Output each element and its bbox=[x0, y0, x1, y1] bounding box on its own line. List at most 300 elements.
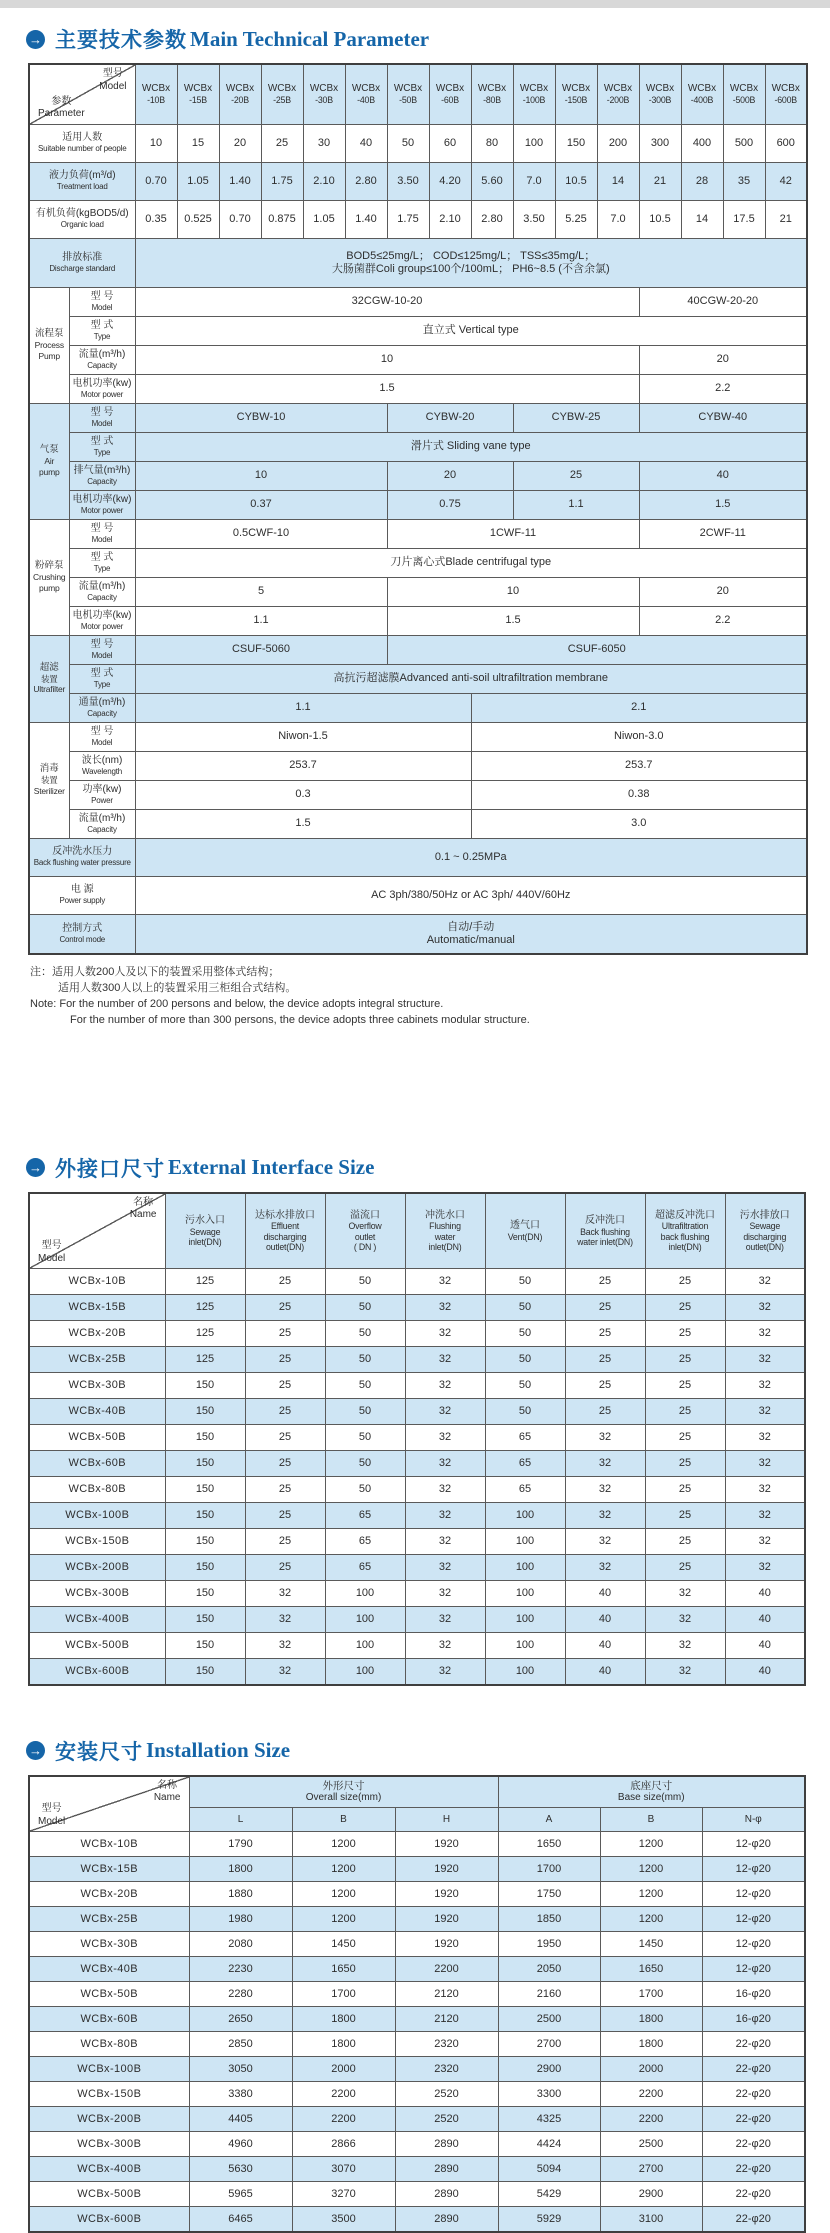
cell-value: 0.3 bbox=[135, 780, 471, 809]
cell-value: 3270 bbox=[292, 2182, 395, 2207]
cell-value: 12-φ20 bbox=[702, 1957, 805, 1982]
row-label: 型 式 Type bbox=[69, 664, 135, 693]
cell-value: 5965 bbox=[189, 2182, 292, 2207]
cell-value: 自动/手动 Automatic/manual bbox=[135, 914, 807, 954]
cell-value: 32 bbox=[405, 1529, 485, 1555]
header-row bbox=[29, 693, 807, 722]
cell-value: 32 bbox=[645, 1633, 725, 1659]
cell-value: 1920 bbox=[395, 1907, 498, 1932]
cell-value: 30 bbox=[303, 124, 345, 162]
cell-value: 32 bbox=[405, 1581, 485, 1607]
table-row bbox=[29, 2082, 805, 2107]
cell-value: 12-φ20 bbox=[702, 1832, 805, 1857]
page-top-edge bbox=[0, 0, 830, 8]
cell-value: CSUF-6050 bbox=[387, 635, 807, 664]
cell-value: 2700 bbox=[498, 2032, 600, 2057]
cell-value: 1.05 bbox=[177, 162, 219, 200]
cell-value: 32 bbox=[725, 1425, 805, 1451]
note-line-zh-1: 注：适用人数200人及以下的装置采用整体式结构； bbox=[30, 966, 280, 978]
cell-value: 25 bbox=[245, 1295, 325, 1321]
cell-value: 100 bbox=[485, 1633, 565, 1659]
header-row bbox=[29, 287, 807, 316]
cell-value: 32 bbox=[245, 1633, 325, 1659]
column-header: 透气口 Vent(DN) bbox=[485, 1193, 565, 1269]
cell-value: 25 bbox=[565, 1373, 645, 1399]
cell-value: 1200 bbox=[292, 1857, 395, 1882]
cell-value: 32 bbox=[405, 1607, 485, 1633]
cell-value: 3380 bbox=[189, 2082, 292, 2107]
cell-value: 5929 bbox=[498, 2207, 600, 2232]
cell-value: 32 bbox=[245, 1659, 325, 1685]
cell-value: 2200 bbox=[395, 1957, 498, 1982]
cell-value: 3.50 bbox=[387, 162, 429, 200]
table-row bbox=[29, 1957, 805, 1982]
row-label: 型 式 Type bbox=[69, 432, 135, 461]
cell-value: 2520 bbox=[395, 2107, 498, 2132]
cell-value: 1700 bbox=[292, 1982, 395, 2007]
cell-value: CYBW-40 bbox=[639, 403, 807, 432]
cell-value: 2CWF-11 bbox=[639, 519, 807, 548]
cell-value: 32 bbox=[405, 1373, 485, 1399]
column-header: WCBx -30B bbox=[303, 64, 345, 124]
cell-value: 1CWF-11 bbox=[387, 519, 639, 548]
section3-title-en: Installation Size bbox=[146, 1738, 291, 1763]
cell-value: 25 bbox=[645, 1347, 725, 1373]
cell-value: 150 bbox=[165, 1373, 245, 1399]
cell-value: 2500 bbox=[498, 2007, 600, 2032]
table-row bbox=[29, 1659, 805, 1685]
cell-value: 32 bbox=[645, 1581, 725, 1607]
row-model: WCBx-400B bbox=[29, 2157, 189, 2182]
cell-value: 25 bbox=[245, 1347, 325, 1373]
table-row bbox=[29, 1477, 805, 1503]
cell-value: 25 bbox=[245, 1451, 325, 1477]
row-label: 型 式 Type bbox=[69, 316, 135, 345]
cell-value: 0.75 bbox=[387, 490, 513, 519]
cell-value: 3050 bbox=[189, 2057, 292, 2082]
cell-value: 10 bbox=[135, 461, 387, 490]
row-model: WCBx-80B bbox=[29, 1477, 165, 1503]
cell-value: 10 bbox=[387, 577, 639, 606]
cell-value: 2200 bbox=[600, 2107, 702, 2132]
spacer bbox=[0, 1029, 830, 1137]
header-row bbox=[29, 403, 807, 432]
cell-value: 1450 bbox=[292, 1932, 395, 1957]
cell-value: 65 bbox=[325, 1503, 405, 1529]
note-line-zh-2: 适用人数300人以上的装置采用三柜组合式结构。 bbox=[58, 981, 297, 994]
cell-value: 20 bbox=[387, 461, 513, 490]
cell-value: 50 bbox=[325, 1295, 405, 1321]
cell-value: 1920 bbox=[395, 1857, 498, 1882]
column-header: 达标水排放口 Effluent discharging outlet(DN) bbox=[245, 1193, 325, 1269]
cell-value: 2890 bbox=[395, 2207, 498, 2232]
cell-value: 1800 bbox=[600, 2007, 702, 2032]
cell-value: 25 bbox=[645, 1555, 725, 1581]
table-row bbox=[29, 1529, 805, 1555]
cell-value: 40 bbox=[725, 1633, 805, 1659]
cell-value: 22-φ20 bbox=[702, 2132, 805, 2157]
column-header: 冲洗水口 Flushing water inlet(DN) bbox=[405, 1193, 485, 1269]
column-header: WCBx -50B bbox=[387, 64, 429, 124]
cell-value: 15 bbox=[177, 124, 219, 162]
cell-value: 150 bbox=[555, 124, 597, 162]
cell-value: 14 bbox=[681, 200, 723, 238]
cell-value: 1980 bbox=[189, 1907, 292, 1932]
table-row bbox=[29, 2157, 805, 2182]
cell-value: 1800 bbox=[292, 2007, 395, 2032]
cell-value: 25 bbox=[645, 1503, 725, 1529]
row-model: WCBx-150B bbox=[29, 1529, 165, 1555]
column-header: WCBx -60B bbox=[429, 64, 471, 124]
row-model: WCBx-60B bbox=[29, 1451, 165, 1477]
table-row bbox=[29, 1503, 805, 1529]
cell-value: 22-φ20 bbox=[702, 2032, 805, 2057]
cell-value: 2120 bbox=[395, 2007, 498, 2032]
cell-value: 1920 bbox=[395, 1932, 498, 1957]
cell-value: 25 bbox=[245, 1503, 325, 1529]
table-row bbox=[29, 2107, 805, 2132]
column-header: WCBx -20B bbox=[219, 64, 261, 124]
cell-value: 100 bbox=[485, 1659, 565, 1685]
cell-value: 5.60 bbox=[471, 162, 513, 200]
cell-value: 50 bbox=[485, 1295, 565, 1321]
cell-value: 32 bbox=[405, 1399, 485, 1425]
cell-value: 80 bbox=[471, 124, 513, 162]
cell-value: 2520 bbox=[395, 2082, 498, 2107]
row-label: 反冲洗水压力 Back flushing water pressure bbox=[29, 838, 135, 876]
cell-value: 10 bbox=[135, 124, 177, 162]
cell-value: 2.10 bbox=[429, 200, 471, 238]
cell-value: 32 bbox=[725, 1295, 805, 1321]
cell-value: 600 bbox=[765, 124, 807, 162]
cell-value: 32 bbox=[645, 1607, 725, 1633]
header-row bbox=[29, 914, 807, 954]
note-line-en-2: For the number of more than 300 persons, the device adopts three cabinets modular structure. bbox=[70, 1013, 530, 1026]
cell-value: 22-φ20 bbox=[702, 2157, 805, 2182]
cell-value: 32 bbox=[405, 1295, 485, 1321]
table-row bbox=[29, 1295, 805, 1321]
cell-value: 1650 bbox=[498, 1832, 600, 1857]
cell-value: 2850 bbox=[189, 2032, 292, 2057]
cell-value: 10.5 bbox=[555, 162, 597, 200]
cell-value: 40CGW-20-20 bbox=[639, 287, 807, 316]
cell-value: 25 bbox=[245, 1477, 325, 1503]
cell-value: 12-φ20 bbox=[702, 1907, 805, 1932]
table-row bbox=[29, 1399, 805, 1425]
header-row bbox=[29, 200, 807, 238]
cell-value: 1.40 bbox=[219, 162, 261, 200]
cell-value: 22-φ20 bbox=[702, 2182, 805, 2207]
cell-value: 150 bbox=[165, 1633, 245, 1659]
header-row bbox=[29, 519, 807, 548]
arrow-right-icon: → bbox=[29, 31, 42, 47]
cell-value: 150 bbox=[165, 1503, 245, 1529]
cell-value: 100 bbox=[325, 1607, 405, 1633]
cell-value: 20 bbox=[219, 124, 261, 162]
cell-value: 1.5 bbox=[135, 809, 471, 838]
cell-value: 2200 bbox=[292, 2082, 395, 2107]
column-header: 反冲洗口 Back flushing water inlet(DN) bbox=[565, 1193, 645, 1269]
column-header: 污水排放口 Sewage discharging outlet(DN) bbox=[725, 1193, 805, 1269]
diagonal-header: 名称 Name 型号 Model bbox=[29, 1193, 165, 1269]
cell-value: 高抗污超滤膜Advanced anti-soil ultrafiltration membrane bbox=[135, 664, 807, 693]
row-model: WCBx-200B bbox=[29, 1555, 165, 1581]
header-row bbox=[29, 722, 807, 751]
row-label: 电 源 Power supply bbox=[29, 876, 135, 914]
cell-value: 1920 bbox=[395, 1882, 498, 1907]
cell-value: 200 bbox=[597, 124, 639, 162]
cell-value: 32 bbox=[245, 1581, 325, 1607]
cell-value: 32 bbox=[565, 1555, 645, 1581]
row-label: 流量(m³/h) Capacity bbox=[69, 577, 135, 606]
cell-value: 65 bbox=[325, 1529, 405, 1555]
row-label: 波长(nm) Wavelength bbox=[69, 751, 135, 780]
row-model: WCBx-300B bbox=[29, 1581, 165, 1607]
header-row bbox=[29, 124, 807, 162]
cell-value: 12-φ20 bbox=[702, 1857, 805, 1882]
cell-value: 17.5 bbox=[723, 200, 765, 238]
cell-value: 25 bbox=[645, 1269, 725, 1295]
cell-value: 2120 bbox=[395, 1982, 498, 2007]
cell-value: 32 bbox=[405, 1347, 485, 1373]
cell-value: 32 bbox=[405, 1503, 485, 1529]
cell-value: 25 bbox=[645, 1399, 725, 1425]
cell-value: 5094 bbox=[498, 2157, 600, 2182]
cell-value: 150 bbox=[165, 1451, 245, 1477]
cell-value: 65 bbox=[485, 1425, 565, 1451]
row-label: 适用人数 Suitable number of people bbox=[29, 124, 135, 162]
column-header: H bbox=[395, 1808, 498, 1832]
cell-value: 25 bbox=[565, 1399, 645, 1425]
row-label: 电机功率(kw) Motor power bbox=[69, 606, 135, 635]
diagonal-header: 名称 Name 型号 Model bbox=[29, 1776, 189, 1832]
column-header: 溢流口 Overflow outlet ( DN ) bbox=[325, 1193, 405, 1269]
cell-value: 22-φ20 bbox=[702, 2082, 805, 2107]
cell-value: 2.10 bbox=[303, 162, 345, 200]
cell-value: 25 bbox=[565, 1295, 645, 1321]
table-row bbox=[29, 1607, 805, 1633]
cell-value: 50 bbox=[485, 1399, 565, 1425]
table-row bbox=[29, 1832, 805, 1857]
cell-value: 12-φ20 bbox=[702, 1882, 805, 1907]
section2-title-en: External Interface Size bbox=[168, 1155, 375, 1180]
row-label: 排放标准 Discharge standard bbox=[29, 238, 135, 287]
cell-value: 1.05 bbox=[303, 200, 345, 238]
row-model: WCBx-500B bbox=[29, 2182, 189, 2207]
row-model: WCBx-500B bbox=[29, 1633, 165, 1659]
cell-value: 3100 bbox=[600, 2207, 702, 2232]
row-label: 流量(m³/h) Capacity bbox=[69, 809, 135, 838]
cell-value: 50 bbox=[325, 1451, 405, 1477]
notes-block bbox=[30, 965, 830, 1029]
row-model: WCBx-40B bbox=[29, 1399, 165, 1425]
cell-value: 3.50 bbox=[513, 200, 555, 238]
table-row bbox=[29, 1451, 805, 1477]
cell-value: 40 bbox=[345, 124, 387, 162]
cell-value: 60 bbox=[429, 124, 471, 162]
cell-value: 1650 bbox=[292, 1957, 395, 1982]
cell-value: 40 bbox=[725, 1581, 805, 1607]
cell-value: 125 bbox=[165, 1269, 245, 1295]
cell-value: 1200 bbox=[292, 1832, 395, 1857]
note-line-en-1: Note: For the number of 200 persons and below, the device adopts integral structure. bbox=[30, 997, 444, 1010]
cell-value: 25 bbox=[645, 1529, 725, 1555]
cell-value: 3500 bbox=[292, 2207, 395, 2232]
cell-value: 25 bbox=[245, 1425, 325, 1451]
cell-value: 1200 bbox=[292, 1907, 395, 1932]
table-row bbox=[29, 2207, 805, 2232]
cell-value: 2200 bbox=[600, 2082, 702, 2107]
header-row bbox=[29, 606, 807, 635]
column-header: L bbox=[189, 1808, 292, 1832]
table-row bbox=[29, 1932, 805, 1957]
main-technical-parameter-table bbox=[0, 63, 830, 955]
cell-value: 100 bbox=[485, 1503, 565, 1529]
cell-value: 1.1 bbox=[135, 606, 387, 635]
row-model: WCBx-15B bbox=[29, 1857, 189, 1882]
cell-value: 2700 bbox=[600, 2157, 702, 2182]
cell-value: AC 3ph/380/50Hz or AC 3ph/ 440V/60Hz bbox=[135, 876, 807, 914]
cell-value: CYBW-10 bbox=[135, 403, 387, 432]
section-label: 消毒 装置 Sterilizer bbox=[29, 722, 69, 838]
row-model: WCBx-30B bbox=[29, 1932, 189, 1957]
cell-value: 2160 bbox=[498, 1982, 600, 2007]
cell-value: 32 bbox=[725, 1399, 805, 1425]
cell-value: 40 bbox=[565, 1659, 645, 1685]
cell-value: 2200 bbox=[292, 2107, 395, 2132]
cell-value: 4960 bbox=[189, 2132, 292, 2157]
row-label: 液力负荷(m³/d) Treatment load bbox=[29, 162, 135, 200]
row-label: 型 号 Model bbox=[69, 635, 135, 664]
cell-value: 100 bbox=[485, 1581, 565, 1607]
arrow-right-icon: → bbox=[29, 1160, 42, 1176]
section1-title-zh: 主要技术参数 bbox=[55, 29, 187, 52]
cell-value: 65 bbox=[325, 1555, 405, 1581]
cell-value: 7.0 bbox=[597, 200, 639, 238]
table-row bbox=[29, 1555, 805, 1581]
row-model: WCBx-10B bbox=[29, 1269, 165, 1295]
cell-value: 2.1 bbox=[471, 693, 807, 722]
cell-value: 1650 bbox=[600, 1957, 702, 1982]
cell-value: 2.80 bbox=[471, 200, 513, 238]
header-row bbox=[29, 1776, 805, 1808]
header-row bbox=[29, 577, 807, 606]
cell-value: BOD5≤25mg/L； COD≤125mg/L； TSS≤35mg/L； 大肠菌群Coli group≤100个/100mL； PH6~8.5 (不含余氯) bbox=[135, 238, 807, 287]
row-label: 型 号 Model bbox=[69, 722, 135, 751]
cell-value: 2000 bbox=[600, 2057, 702, 2082]
cell-value: 32 bbox=[405, 1269, 485, 1295]
cell-value: 2.80 bbox=[345, 162, 387, 200]
cell-value: 50 bbox=[325, 1425, 405, 1451]
section-bullet-icon bbox=[26, 1741, 45, 1760]
cell-value: 25 bbox=[245, 1399, 325, 1425]
cell-value: 32 bbox=[725, 1555, 805, 1581]
table-row bbox=[29, 1269, 805, 1295]
cell-value: 500 bbox=[723, 124, 765, 162]
cell-value: 5 bbox=[135, 577, 387, 606]
section-bullet-icon bbox=[26, 30, 45, 49]
table-row bbox=[29, 2032, 805, 2057]
cell-value: 2050 bbox=[498, 1957, 600, 1982]
cell-value: 42 bbox=[765, 162, 807, 200]
cell-value: 1.40 bbox=[345, 200, 387, 238]
cell-value: 2500 bbox=[600, 2132, 702, 2157]
cell-value: 25 bbox=[245, 1321, 325, 1347]
cell-value: 32 bbox=[725, 1373, 805, 1399]
row-model: WCBx-25B bbox=[29, 1347, 165, 1373]
cell-value: 1200 bbox=[600, 1832, 702, 1857]
cell-value: 150 bbox=[165, 1555, 245, 1581]
cell-value: 100 bbox=[485, 1607, 565, 1633]
column-header: WCBx -40B bbox=[345, 64, 387, 124]
row-label: 功率(kw) Power bbox=[69, 780, 135, 809]
cell-value: 0.70 bbox=[219, 200, 261, 238]
cell-value: 2.2 bbox=[639, 374, 807, 403]
cell-value: 253.7 bbox=[135, 751, 471, 780]
row-model: WCBx-20B bbox=[29, 1321, 165, 1347]
section3-title-zh: 安装尺寸 bbox=[55, 1740, 143, 1764]
table-row bbox=[29, 1857, 805, 1882]
cell-value: 32 bbox=[405, 1425, 485, 1451]
cell-value: 25 bbox=[645, 1451, 725, 1477]
cell-value: 32 bbox=[565, 1503, 645, 1529]
table-row bbox=[29, 1425, 805, 1451]
cell-value: 25 bbox=[245, 1555, 325, 1581]
header-row bbox=[29, 316, 807, 345]
cell-value: 150 bbox=[165, 1399, 245, 1425]
cell-value: 1800 bbox=[600, 2032, 702, 2057]
table-row bbox=[29, 1321, 805, 1347]
column-header: N-φ bbox=[702, 1808, 805, 1832]
cell-value: 0.35 bbox=[135, 200, 177, 238]
cell-value: 100 bbox=[485, 1529, 565, 1555]
cell-value: 1.5 bbox=[135, 374, 639, 403]
cell-value: 1950 bbox=[498, 1932, 600, 1957]
column-header: WCBx -500B bbox=[723, 64, 765, 124]
column-header: WCBx -100B bbox=[513, 64, 555, 124]
cell-value: 400 bbox=[681, 124, 723, 162]
cell-value: 1.1 bbox=[135, 693, 471, 722]
cell-value: 50 bbox=[325, 1373, 405, 1399]
cell-value: 32 bbox=[565, 1477, 645, 1503]
group-header: 外形尺寸 Overall size(mm) bbox=[189, 1776, 498, 1808]
cell-value: 25 bbox=[645, 1295, 725, 1321]
row-model: WCBx-20B bbox=[29, 1882, 189, 1907]
cell-value: 32 bbox=[645, 1659, 725, 1685]
cell-value: 6465 bbox=[189, 2207, 292, 2232]
cell-value: 100 bbox=[325, 1633, 405, 1659]
cell-value: 1.75 bbox=[261, 162, 303, 200]
cell-value: 0.525 bbox=[177, 200, 219, 238]
row-label: 通量(m³/h) Capacity bbox=[69, 693, 135, 722]
cell-value: 25 bbox=[245, 1529, 325, 1555]
cell-value: 3300 bbox=[498, 2082, 600, 2107]
cell-value: 1700 bbox=[600, 1982, 702, 2007]
cell-value: CYBW-25 bbox=[513, 403, 639, 432]
cell-value: 32 bbox=[565, 1451, 645, 1477]
row-label: 排气量(m³/h) Capacity bbox=[69, 461, 135, 490]
cell-value: 50 bbox=[325, 1347, 405, 1373]
row-model: WCBx-400B bbox=[29, 1607, 165, 1633]
cell-value: 0.1 ~ 0.25MPa bbox=[135, 838, 807, 876]
row-label: 流量(m³/h) Capacity bbox=[69, 345, 135, 374]
cell-value: 3.0 bbox=[471, 809, 807, 838]
header-row bbox=[29, 64, 807, 124]
cell-value: 直立式 Vertical type bbox=[135, 316, 807, 345]
cell-value: 50 bbox=[485, 1321, 565, 1347]
cell-value: 32 bbox=[405, 1477, 485, 1503]
header-row bbox=[29, 374, 807, 403]
